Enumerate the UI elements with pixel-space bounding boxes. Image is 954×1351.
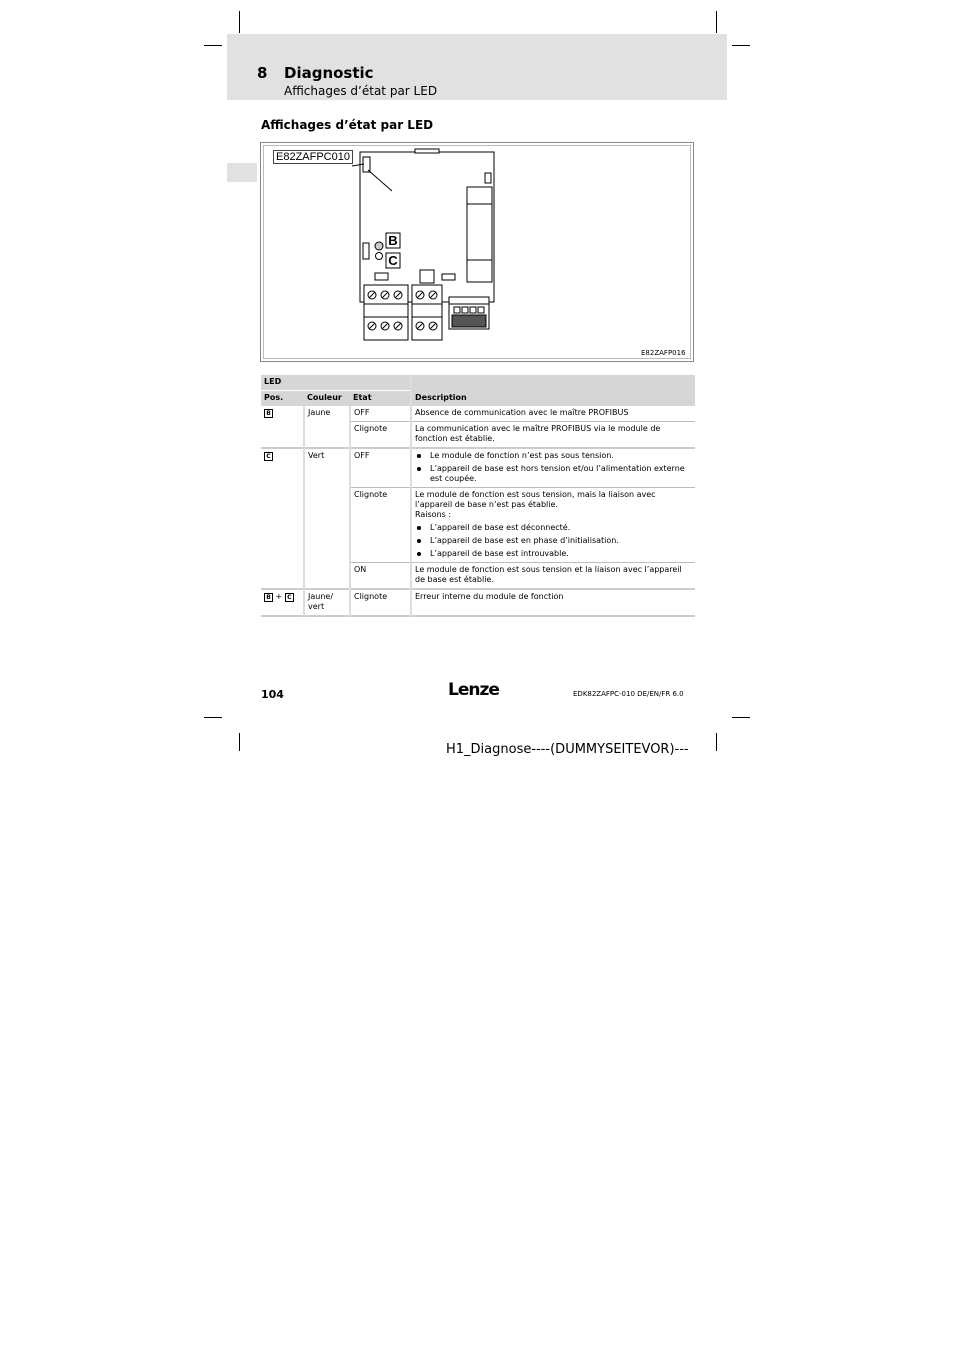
cell-color: Jaune bbox=[304, 406, 350, 448]
chapter-tab bbox=[227, 163, 257, 182]
cell-description bbox=[411, 448, 695, 488]
cell-state: OFF bbox=[350, 448, 411, 488]
cell-state: OFF bbox=[350, 406, 411, 422]
cell-state: Clignote bbox=[350, 488, 411, 563]
header-state: Etat bbox=[350, 391, 411, 407]
page-number: 104 bbox=[261, 688, 284, 701]
cell-color bbox=[304, 589, 350, 616]
color-line: Jaune/ bbox=[308, 592, 334, 601]
led-b-label: B bbox=[388, 233, 398, 248]
crop-mark bbox=[716, 11, 717, 33]
chapter-title: Diagnostic bbox=[284, 64, 374, 82]
cell-state: Clignote bbox=[350, 422, 411, 449]
cell-pos bbox=[261, 448, 304, 589]
crop-mark bbox=[716, 733, 717, 751]
pos-b-box: B bbox=[264, 409, 273, 418]
chapter-number: 8 bbox=[257, 64, 268, 82]
bullet-item: L’appareil de base est introuvable. bbox=[415, 549, 693, 559]
header-led: LED bbox=[261, 375, 411, 391]
pos-c-box: C bbox=[285, 593, 294, 602]
table-row bbox=[261, 406, 695, 422]
crop-mark bbox=[239, 11, 240, 33]
cell-description: La communication avec le maître PROFIBUS via le module de fonction est établie. bbox=[411, 422, 695, 449]
reasons-label: Raisons : bbox=[415, 510, 452, 519]
footer-marker-text: H1_Diagnose----(DUMMYSEITEVOR)--- bbox=[446, 742, 689, 757]
cell-color: Vert bbox=[304, 448, 350, 589]
cell-state: Clignote bbox=[350, 589, 411, 616]
crop-mark bbox=[239, 733, 240, 751]
section-title: Affichages d’état par LED bbox=[261, 118, 434, 132]
cell-description: Erreur interne du module de fonction bbox=[411, 589, 695, 616]
crop-mark bbox=[732, 717, 750, 718]
cell-pos bbox=[261, 406, 304, 448]
cell-state: ON bbox=[350, 563, 411, 590]
plus-sign: + bbox=[275, 592, 283, 601]
figure-callout-label: E82ZAFPC010 bbox=[273, 150, 353, 164]
pos-c-box: C bbox=[264, 452, 273, 461]
description-text: Le module de fonction est sous tension, mais la liaison avec l’appareil de base n’est pas établie. bbox=[415, 490, 656, 509]
table-row bbox=[261, 448, 695, 488]
cell-pos bbox=[261, 589, 304, 616]
cell-description bbox=[411, 488, 695, 563]
bullet-item: L’appareil de base est hors tension et/ou l’alimentation externe est coupée. bbox=[415, 464, 693, 484]
device-illustration bbox=[260, 142, 694, 362]
figure-id: E82ZAFP016 bbox=[641, 349, 686, 357]
lenze-logo: Lenze bbox=[448, 680, 499, 700]
color-line: vert bbox=[308, 602, 325, 611]
cell-description: Absence de communication avec le maître PROFIBUS bbox=[411, 406, 695, 422]
crop-mark bbox=[204, 717, 222, 718]
header-pos: Pos. bbox=[261, 391, 304, 407]
table-row bbox=[261, 589, 695, 616]
bullet-item: Le module de fonction n’est pas sous tension. bbox=[415, 451, 693, 461]
header-description: Description bbox=[411, 375, 695, 406]
led-c-label: C bbox=[388, 253, 398, 268]
crop-mark bbox=[204, 45, 222, 46]
led-status-table bbox=[261, 375, 695, 617]
header-color: Couleur bbox=[304, 391, 350, 407]
table-header-row-group bbox=[261, 375, 695, 391]
bullet-item: L’appareil de base est déconnecté. bbox=[415, 523, 693, 533]
document-code: EDK82ZAFPC-010 DE/EN/FR 6.0 bbox=[573, 690, 684, 698]
chapter-subtitle: Affichages d’état par LED bbox=[284, 84, 438, 98]
crop-mark bbox=[732, 45, 750, 46]
cell-description: Le module de fonction est sous tension et la liaison avec l’appareil de base est établie. bbox=[411, 563, 695, 590]
pos-b-box: B bbox=[264, 593, 273, 602]
bullet-item: L’appareil de base est en phase d’initialisation. bbox=[415, 536, 693, 546]
